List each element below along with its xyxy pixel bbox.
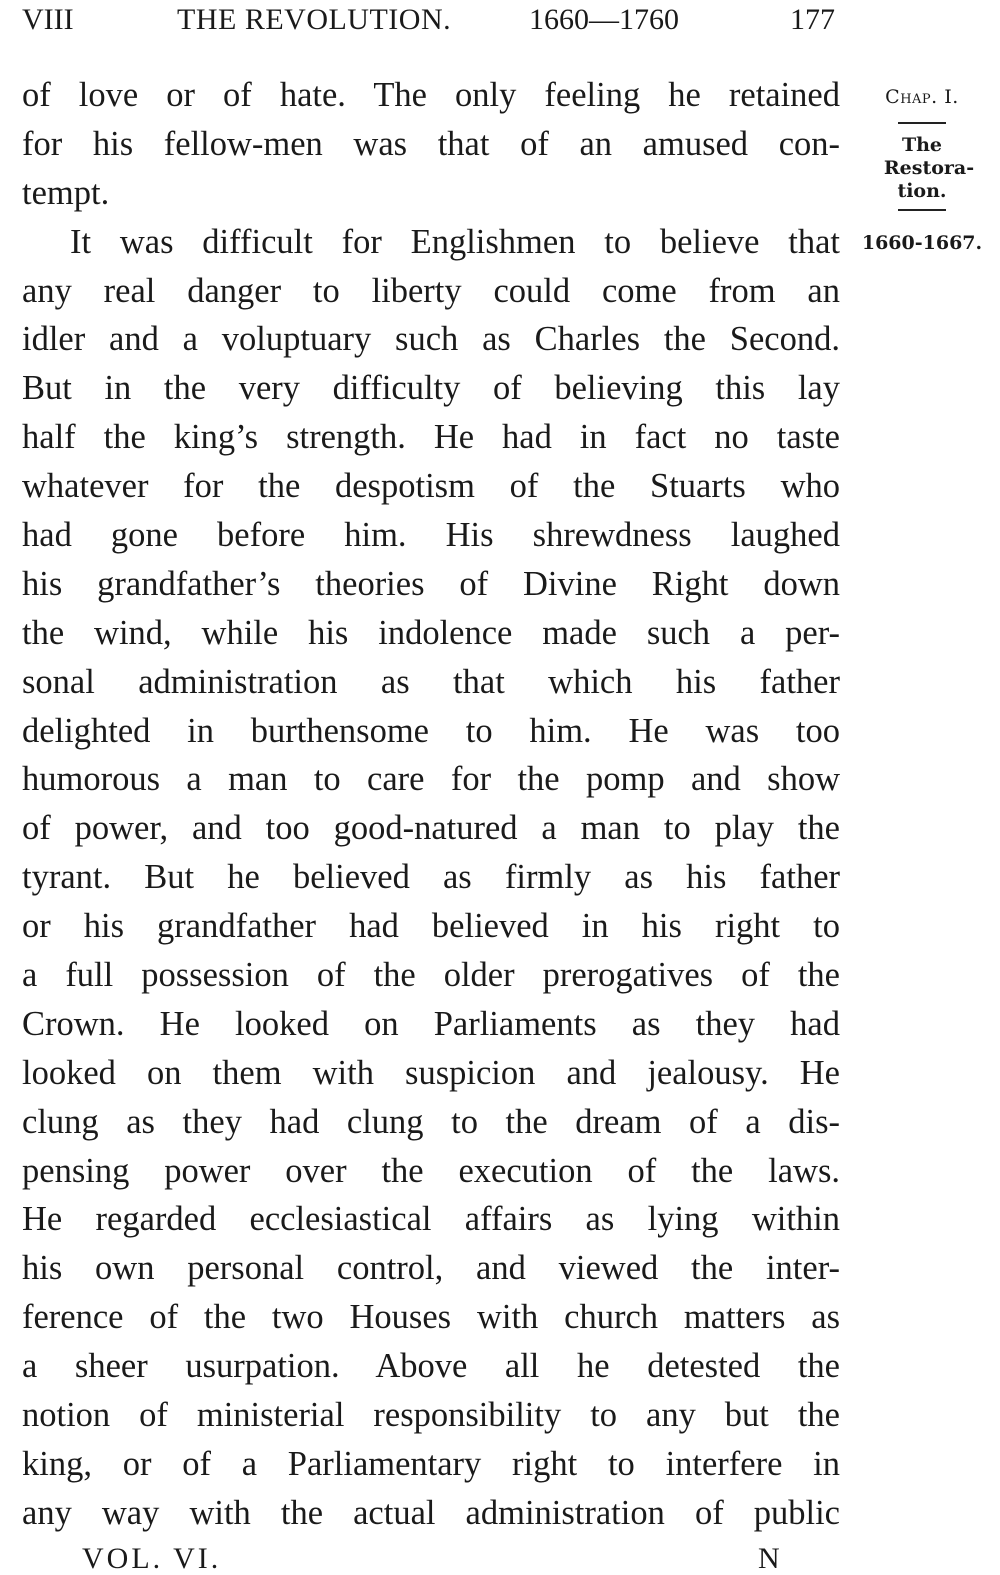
sidenote-topic-line: The	[901, 134, 943, 156]
text-line: idler and a voluptuary such as Charles the Second.	[22, 320, 840, 359]
text-line: or his grandfather had believed in his right to	[22, 907, 840, 946]
footer-signature: VOL. VI.	[82, 1542, 222, 1575]
text-line: of love or of hate. The only feeling he retained	[22, 76, 840, 114]
text-line: But in the very difficulty of believing this lay	[22, 369, 840, 408]
sidenote-rule-top	[898, 122, 946, 124]
text-line: He regarded ecclesiastical affairs as lying within	[22, 1200, 840, 1239]
text-line: delighted in burthensome to him. He was too	[22, 711, 840, 750]
text-line: king, or of a Parliamentary right to interfere in	[22, 1444, 840, 1483]
sidenote-topic	[858, 134, 986, 203]
text-line: sonal administration as that which his father	[22, 662, 840, 701]
text-line: a full possession of the older prerogatives of the	[22, 956, 840, 995]
text-line: half the king’s strength. He had in fact no taste	[22, 418, 840, 457]
text-line: notion of ministerial responsibility to any but the	[22, 1396, 840, 1435]
page-number: 177	[790, 3, 835, 36]
sidenote-topic-line: tion.	[897, 180, 947, 202]
text-line: looked on them with suspicion and jealousy. He	[22, 1053, 840, 1092]
text-line: whatever for the despotism of the Stuarts who	[22, 467, 840, 506]
text-line: a sheer usurpation. Above all he detested the	[22, 1347, 840, 1386]
header-chapter-number: VIII	[22, 3, 74, 36]
text-line: any way with the actual administration of public	[22, 1493, 840, 1532]
running-header	[22, 0, 842, 40]
text-line: his grandfather’s theories of Divine Right down	[22, 564, 840, 603]
body-text	[22, 71, 840, 1538]
text-line: any real danger to liberty could come from an	[22, 271, 840, 310]
sidenote-date: 1660-1667.	[861, 232, 983, 254]
text-line: tempt.	[22, 173, 110, 212]
sidenote-chapter: Chap. I.	[885, 86, 959, 108]
footer-signature-mark: N	[758, 1542, 780, 1575]
sidenote-topic-line: Restora-	[883, 157, 975, 179]
text-line: tyrant. But he believed as firmly as his father	[22, 858, 840, 897]
text-line: had gone before him. His shrewdness laughed	[22, 516, 840, 555]
sidenote-rule-bottom	[898, 209, 946, 211]
header-years: 1660—1760	[529, 3, 679, 36]
text-line: for his fellow-men was that of an amused con-	[22, 124, 840, 163]
text-line: clung as they had clung to the dream of a dis-	[22, 1102, 840, 1141]
text-line: humorous a man to care for the pomp and show	[22, 760, 840, 799]
text-line: of power, and too good-natured a man to play the	[22, 809, 840, 848]
text-line: Crown. He looked on Parliaments as they had	[22, 1004, 840, 1043]
text-line: ference of the two Houses with church matters as	[22, 1298, 840, 1337]
text-line: It was difficult for Englishmen to believe that	[70, 222, 840, 261]
text-line: his own personal control, and viewed the inter-	[22, 1249, 840, 1288]
text-line: the wind, while his indolence made such a per-	[22, 613, 840, 652]
text-line: pensing power over the execution of the laws.	[22, 1151, 840, 1190]
header-title: THE REVOLUTION.	[177, 3, 452, 36]
